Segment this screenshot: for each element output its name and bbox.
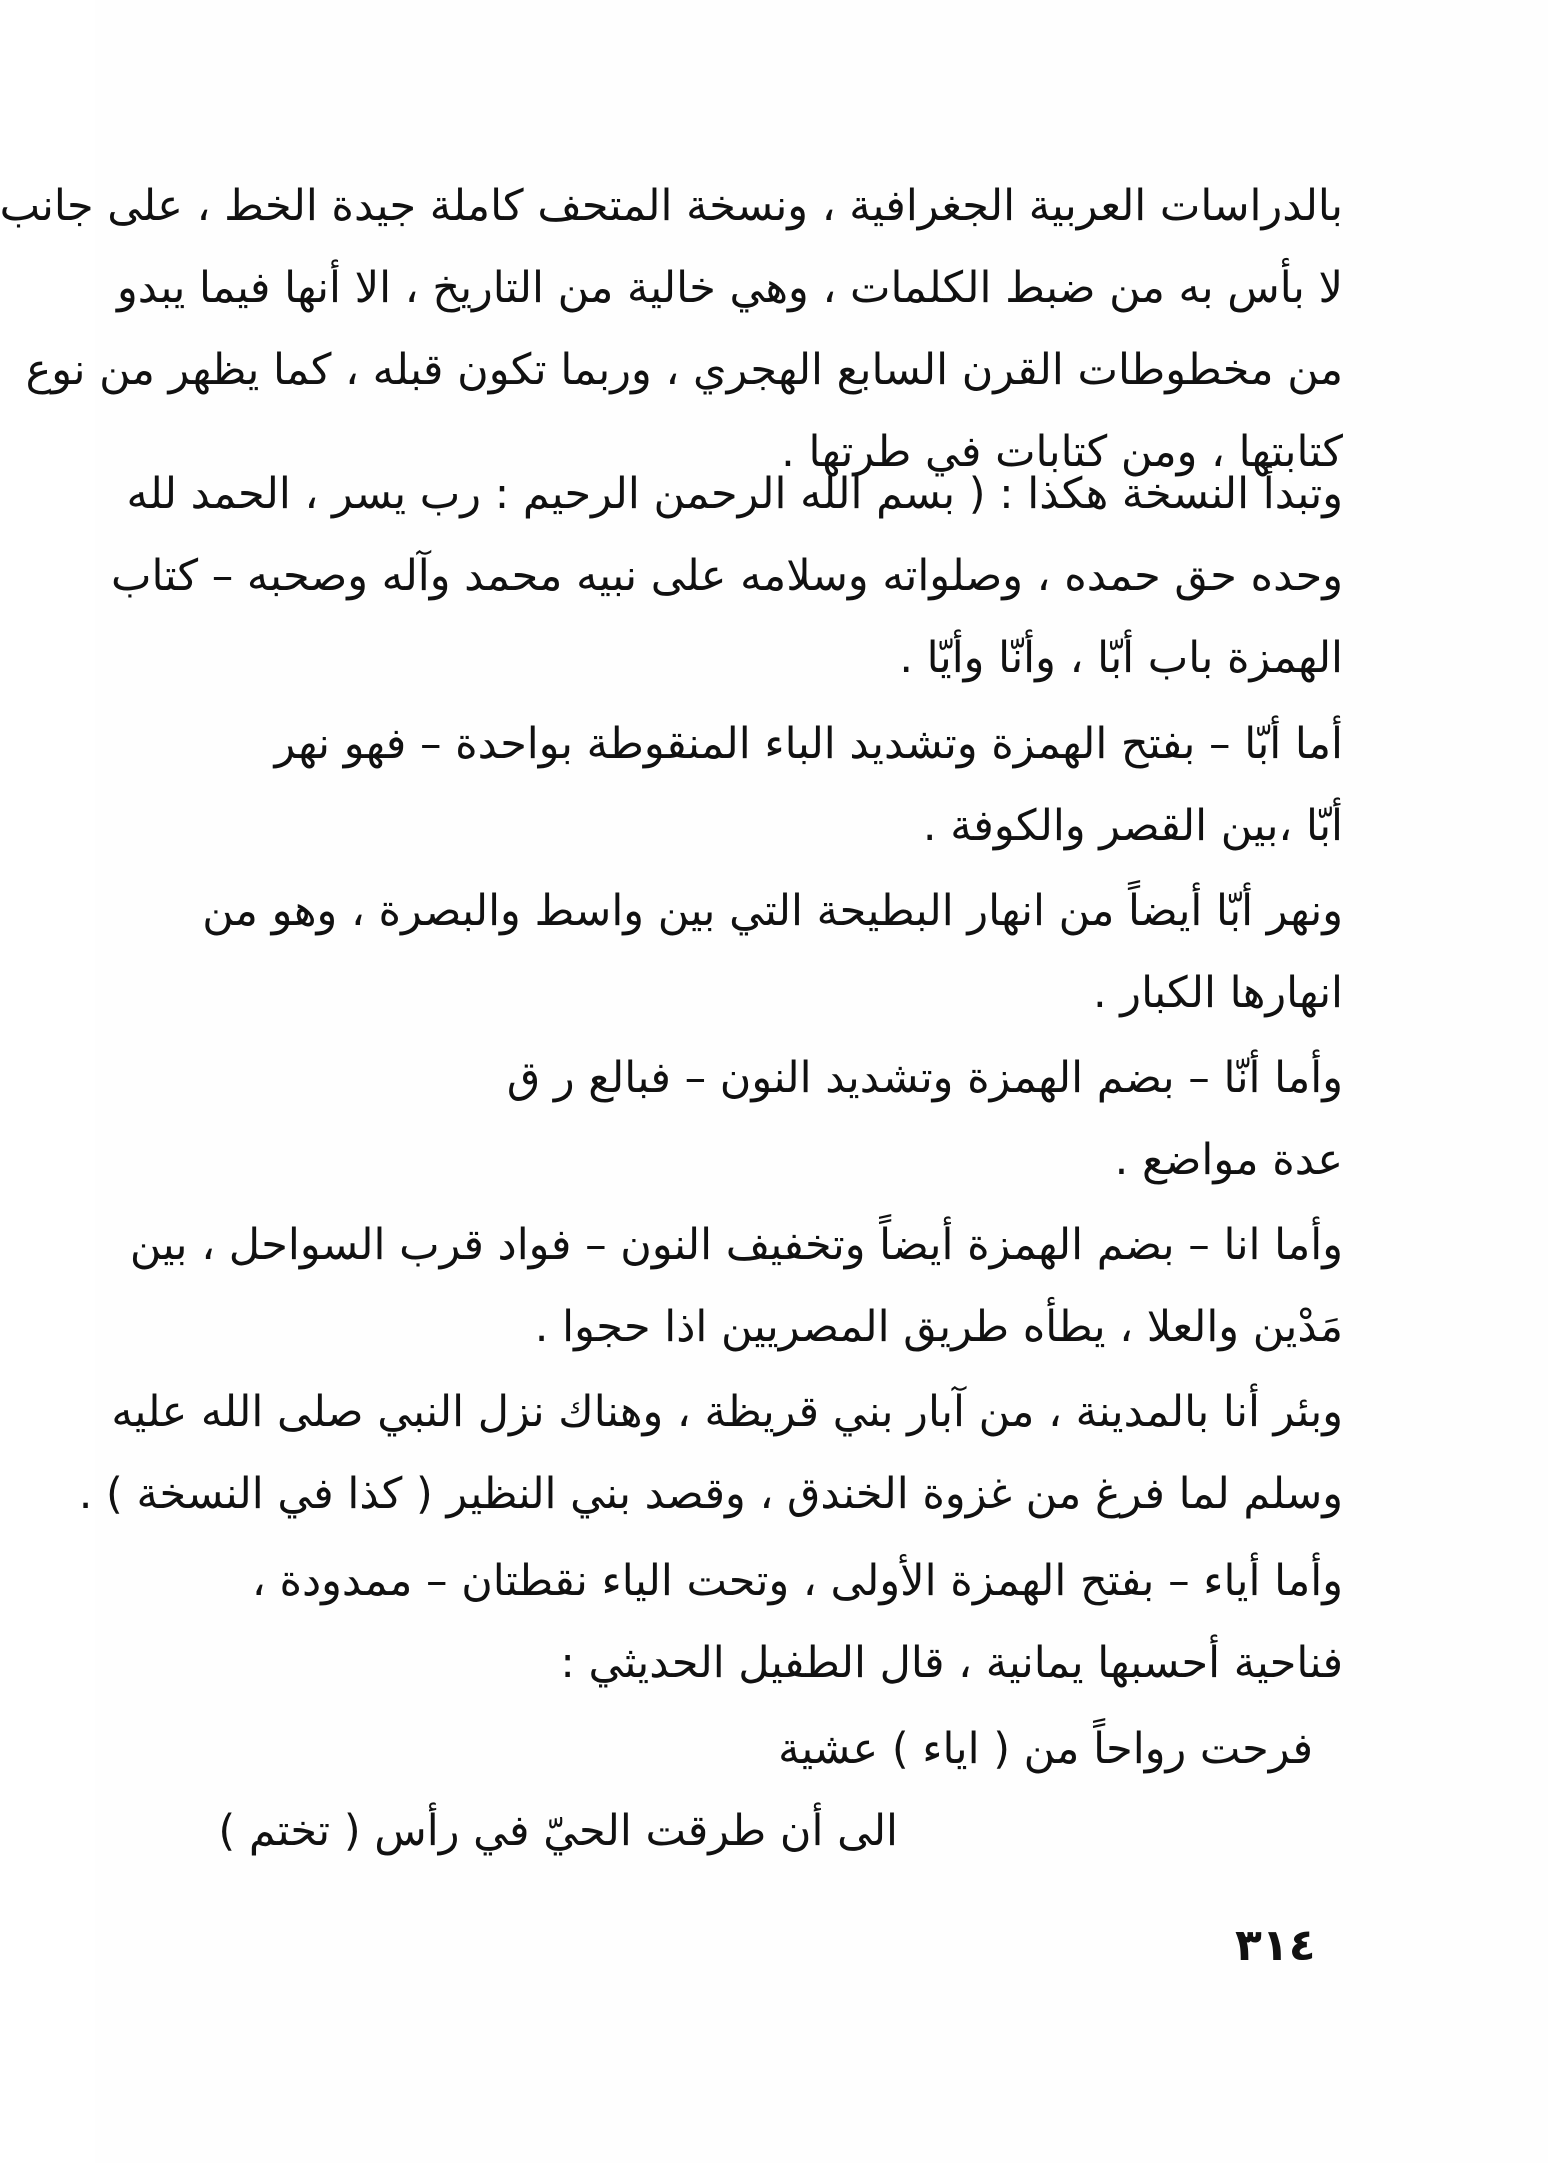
paragraph-6	[129, 1204, 1343, 1368]
text-line: فناحية أحسبها يمانية ، قال الطفيل الحديثي :	[560, 1638, 1343, 1688]
text-line: وبئر أنا بالمدينة ، من آبار بني قريظة ، وهناك نزل النبي صلى الله عليه	[111, 1387, 1343, 1437]
text-line: بالدراسات العربية الجغرافية ، ونسخة المتحف كاملة جيدة الخط ، على جانب	[0, 181, 1343, 231]
text-line: أما أبّا – بفتح الهمزة وتشديد الباء المنقوطة بواحدة – فهو نهر	[274, 719, 1343, 769]
text-line: وأما أياء – بفتح الهمزة الأولى ، وتحت الياء نقطتان – ممدودة ،	[251, 1556, 1343, 1606]
text-line: انهارها الكبار .	[1092, 968, 1343, 1018]
paragraph-1	[0, 165, 1343, 493]
text-line: ونهر أبّا أيضاً من انهار البطيحة التي بين واسط والبصرة ، وهو من	[202, 886, 1343, 936]
text-line: الهمزة باب أبّا ، وأنّا وأيّا .	[899, 633, 1343, 683]
paragraph-2	[111, 453, 1343, 699]
text-line: وأما أنّا – بضم الهمزة وتشديد النون – فبالع ر ق	[506, 1053, 1343, 1103]
paragraph-3	[274, 703, 1343, 867]
text-line: لا بأس به من ضبط الكلمات ، وهي خالية من التاريخ ، الا أنها فيما يبدو	[117, 263, 1343, 313]
text-line: كتابتها ، ومن كتابات في طرتها .	[781, 427, 1343, 477]
text-line: من مخطوطات القرن السابع الهجري ، وربما تكون قبله ، كما يظهر من نوع	[25, 345, 1343, 395]
verse-line-2: الى أن طرقت الحيّ في رأس ( تختم )	[218, 1806, 898, 1856]
paragraph-8	[251, 1540, 1343, 1704]
page-number: ٣١٤	[1235, 1920, 1316, 1971]
text-line: أبّا ،بين القصر والكوفة .	[922, 801, 1343, 851]
text-line: وأما انا – بضم الهمزة أيضاً وتخفيف النون – فواد قرب السواحل ، بين	[129, 1220, 1343, 1270]
verse-line-1: فرحت رواحاً من ( اياء ) عشية	[778, 1724, 1313, 1774]
text-line: وتبدأ النسخة هكذا : ( بسم الله الرحمن الرحيم : رب يسر ، الحمد لله	[126, 469, 1343, 519]
text-line: وحده حق حمده ، وصلواته وسلامه على نبيه محمد وآله وصحبه – كتاب	[111, 551, 1343, 601]
text-line: وسلم لما فرغ من غزوة الخندق ، وقصد بني النظير ( كذا في النسخة ) .	[78, 1469, 1343, 1519]
text-line: مَدْين والعلا ، يطأه طريق المصريين اذا حجوا .	[534, 1302, 1343, 1352]
paragraph-4	[202, 870, 1343, 1034]
paragraph-5	[303, 1037, 1343, 1201]
text-line: عدة مواضع .	[1114, 1135, 1343, 1185]
paragraph-7	[78, 1371, 1343, 1535]
